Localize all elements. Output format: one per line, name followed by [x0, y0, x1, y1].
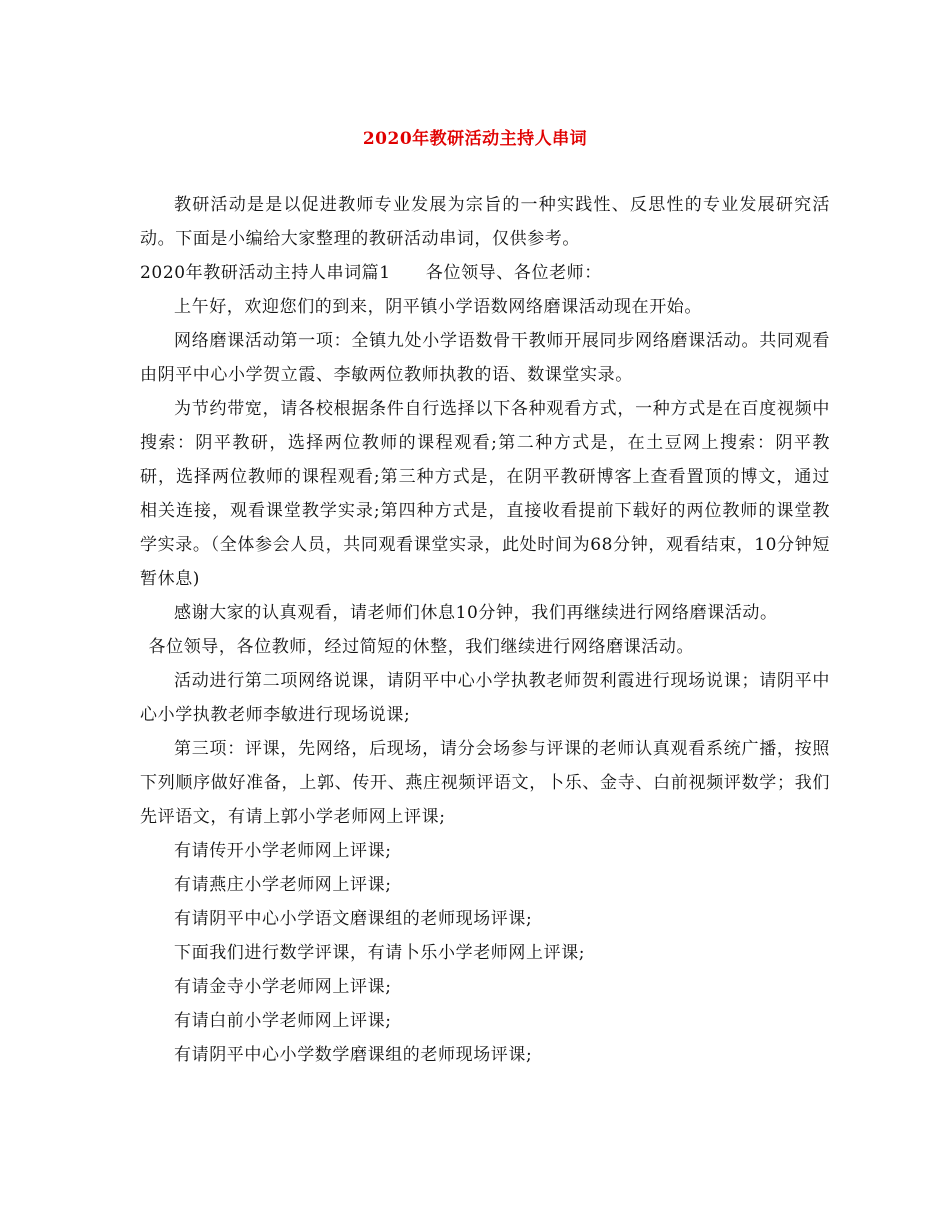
paragraph-line: 下面我们进行数学评课，有请卜乐小学老师网上评课; [174, 943, 586, 963]
paragraph-line: 有请燕庄小学老师网上评课; [174, 875, 392, 895]
paragraph-intro: 教研活动是是以促进教师专业发展为宗旨的一种实践性、反思性的专业发展研究活动。下面是小编给大家整理的教研活动串词，仅供参考。 [140, 195, 830, 249]
paragraph-item-two: 活动进行第二项网络说课，请阴平中心小学执教老师贺利霞进行现场说课；请阴平中心小学执教老师李敏进行现场说课; [140, 671, 830, 725]
paragraph-line: 有请白前小学老师网上评课; [174, 1011, 392, 1031]
document-body [140, 188, 830, 1072]
paragraph-line: 有请阴平中心小学数学磨课组的老师现场评课; [174, 1045, 533, 1065]
paragraph-greeting: 上午好，欢迎您们的到来，阴平镇小学语数网络磨课活动现在开始。 [174, 297, 702, 317]
paragraph-item-one: 网络磨课活动第一项：全镇九处小学语数骨干教师开展同步网络磨课活动。共同观看由阴平中心小学贺立霞、李敏两位教师执教的语、数课堂实录。 [140, 331, 830, 385]
paragraph-line: 有请金寺小学老师网上评课; [174, 977, 392, 997]
paragraph-break: 感谢大家的认真观看，请老师们休息10分钟，我们再继续进行网络磨课活动。 [174, 603, 778, 623]
paragraph-viewing-methods: 为节约带宽，请各校根据条件自行选择以下各种观看方式，一种方式是在百度视频中搜索：阴平教研，选择两位教师的课程观看;第二种方式是，在土豆网上搜索：阴平教研，选择两位教师的课程观看;第三种方式是，在阴平教研博客上查看置顶的博文，通过相关连接，观看课堂教学实录;第四种方式是，直接收看提前下载好的两位教师的课堂教学实录。（全体参会人员，共同观看课堂实录，此处时间为68分钟，观看结束，10分钟短暂休息) [140, 399, 830, 589]
paragraph-line: 有请传开小学老师网上评课; [174, 841, 392, 861]
paragraph-item-three: 第三项：评课，先网络，后现场，请分会场参与评课的老师认真观看系统广播，按照下列顺序做好准备，上郭、传开、燕庄视频评语文，卜乐、金寺、白前视频评数学；我们先评语文，有请上郭小学老师网上评课; [140, 739, 830, 827]
document-title: 2020年教研活动主持人串词 [362, 129, 588, 149]
paragraph-section-heading: 2020年教研活动主持人串词篇1 各位领导、各位老师： [140, 263, 602, 283]
paragraph-line: 有请阴平中心小学语文磨课组的老师现场评课; [174, 909, 533, 929]
paragraph-resume: 各位领导，各位教师，经过简短的休整，我们继续进行网络磨课活动。 [148, 637, 695, 657]
